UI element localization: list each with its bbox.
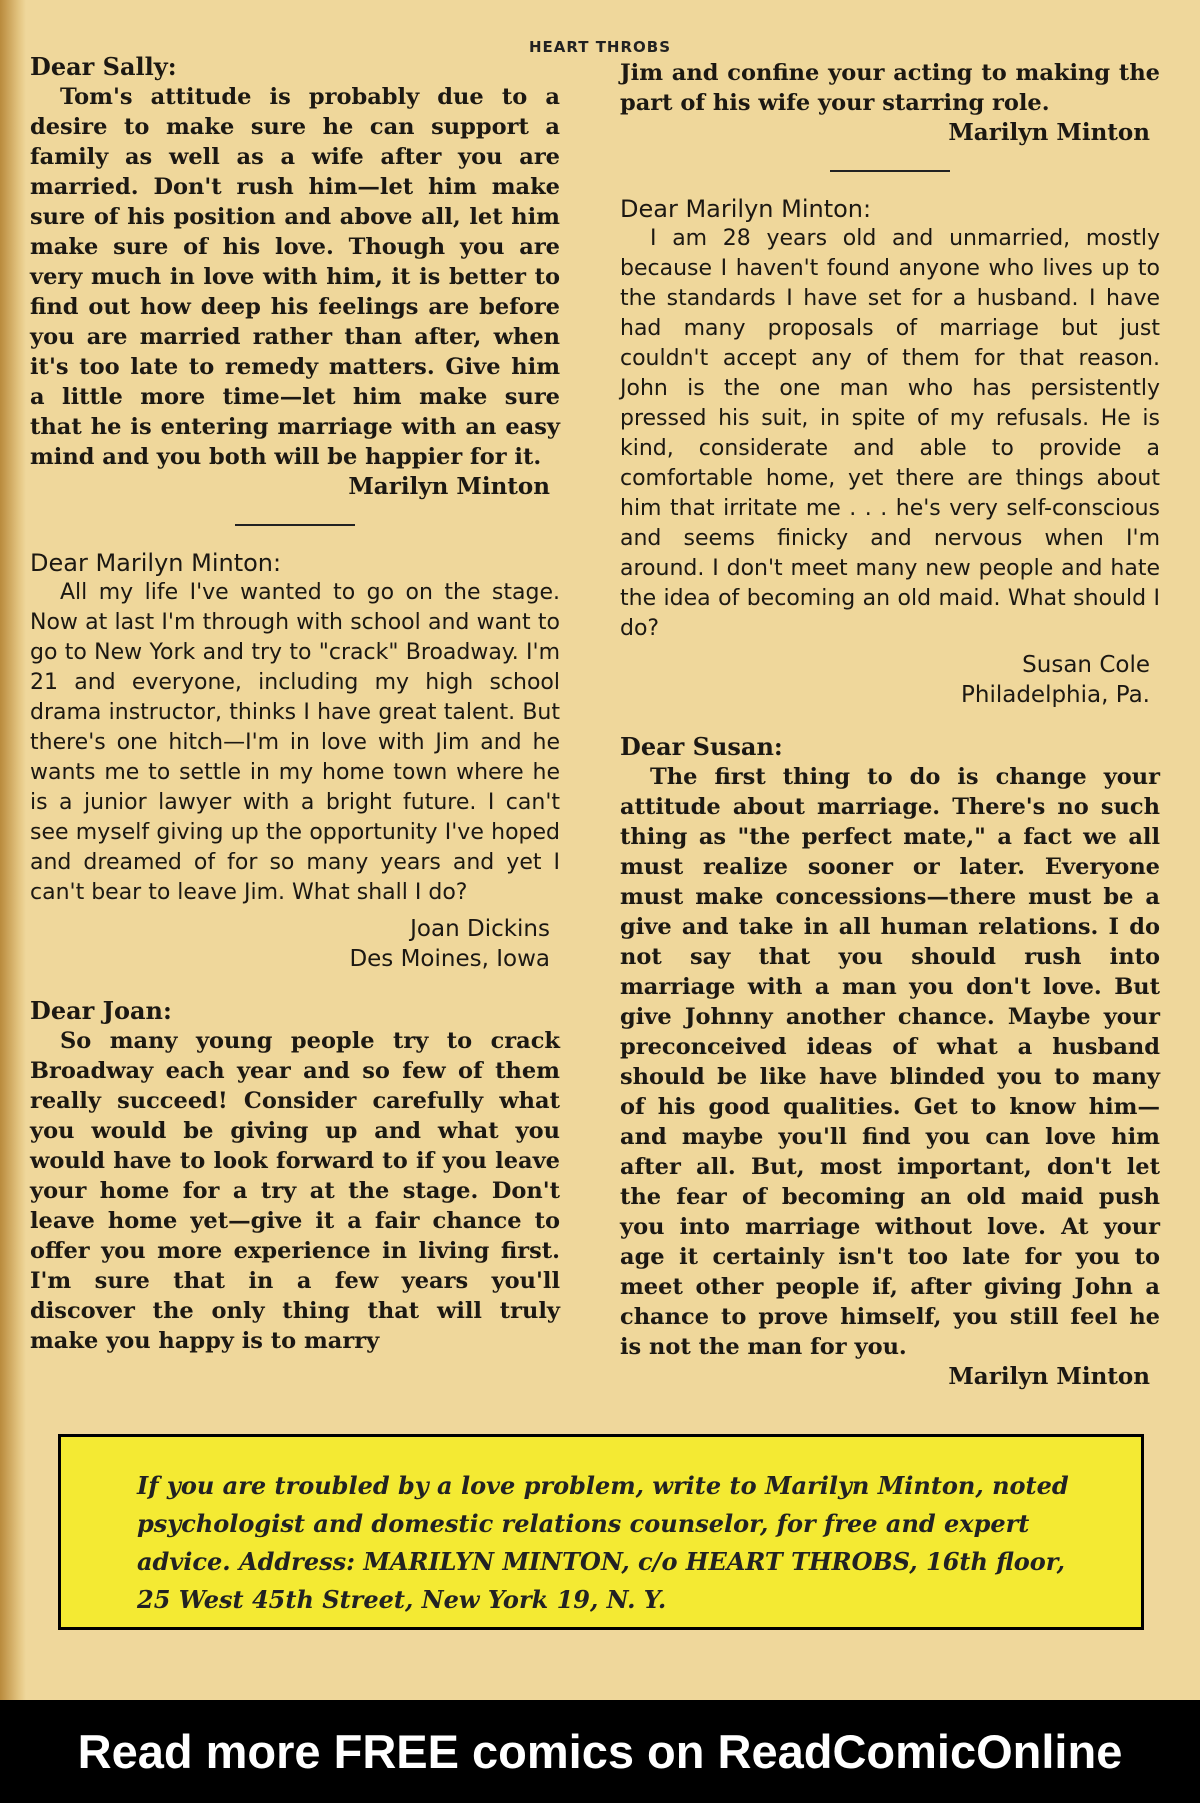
signature: Marilyn Minton [948,119,1150,146]
letter-body: I am 28 years old and unmarried, mostly because I haven't found anyone who lives up to the standards I have set for a husband. I have had many proposals of marriage but just couldn't accept any of them for that reason. John is the one man who has persistently pressed his suit, in spite of my refusals. He is kind, considerate and able to provide a comfortable home, yet there are things about him that irritate me . . . he's very self-conscious and seems finicky and nervous when I'm around. I don't meet many new people and hate the idea of becoming an old maid. What should I do? [620,226,1160,641]
notice-box [58,1434,1144,1630]
salutation: Dear Marilyn Minton: [620,195,872,223]
promo-banner[interactable]: Read more FREE comics on ReadComicOnline [0,1700,1200,1803]
answer-body: Tom's attitude is probably due to a desire to make sure he can support a family as well as a wife after you are married. Don't rush him—let him make sure of his position and above all, let him make sure of his love. Though you are very much in love with him, it is better to find out how deep his feelings are before you are married rather than after, when it's too late to remedy matters. Give him a little more time—let him make sure that he is entering marriage with an easy mind and you both will be happier for it. [30,84,560,470]
answer-body: So many young people try to crack Broadway each year and so few of them really succeed! Consider carefully what you would be giving up and what you would have to look forward to if you leave your home for a try at the stage. Don't leave home yet—give it a fair chance to offer you more experience in living first. I'm sure that in a few years you'll discover the only thing that will truly make you happy is to marry [30,1028,560,1354]
salutation: Dear Joan: [30,996,172,1025]
salutation: Dear Sally: [30,52,177,81]
answer-to-sally [30,52,560,502]
left-column [30,52,560,1356]
signature-place: Philadelphia, Pa. [961,682,1150,708]
signature-name: Joan Dickins [410,916,550,942]
salutation: Dear Marilyn Minton: [30,549,282,577]
signature: Marilyn Minton [348,473,550,500]
signature-name: Susan Cole [1022,652,1150,678]
section-divider [830,170,950,172]
letter-from-susan [620,194,1160,710]
letter-body: All my life I've wanted to go on the stage. Now at last I'm through with school and want to go to New York and try to "crack" Broadway. I'm 21 and everyone, including my high school drama instructor, thinks I have great talent. But there's one hitch—I'm in love with Jim and he wants me to settle in my home town where he is a junior lawyer with a bright future. I can't see myself giving up the opportunity I've hoped and dreamed of for so many years and yet I can't bear to leave Jim. What shall I do? [30,580,560,905]
answer-to-joan [30,996,560,1356]
answer-body: Jim and confine your acting to making the part of his wife your starring role. [620,60,1160,116]
answer-to-joan-continued [620,58,1160,148]
answer-body: The first thing to do is change your attitude about marriage. There's no such thing as "the perfect mate," a fact we all must realize sooner or later. Everyone must make concessions—there must be a give and take in all human relations. I do not say that you should rush into marriage with a man you don't love. But give Johnny another chance. Maybe your preconceived ideas of what a husband should be like have blinded you to many of his good qualities. Get to know him—and maybe you'll find you can love him after all. But, most important, don't let the fear of becoming an old maid push you into marriage without love. At your age it certainly isn't too late for you to meet other people if, after giving John a chance to prove himself, you still feel he is not the man for you. [620,764,1160,1360]
page-header: HEART THROBS [528,38,672,56]
signature: Marilyn Minton [948,1363,1150,1390]
letter-from-joan [30,548,560,974]
salutation: Dear Susan: [620,732,783,761]
notice-text: If you are troubled by a love problem, write to Marilyn Minton, noted psychologist and domestic relations counselor, for free and expert advice. Address: MARILYN MINTON, c/o HEART THROBS, 16th floor, 25 West 45th Street, New York 19, N. Y. [137,1471,1069,1614]
signature-place: Des Moines, Iowa [349,946,550,972]
answer-to-susan [620,732,1160,1392]
right-column [620,58,1160,1392]
section-divider [235,524,355,526]
page-binding-edge [0,0,26,1700]
